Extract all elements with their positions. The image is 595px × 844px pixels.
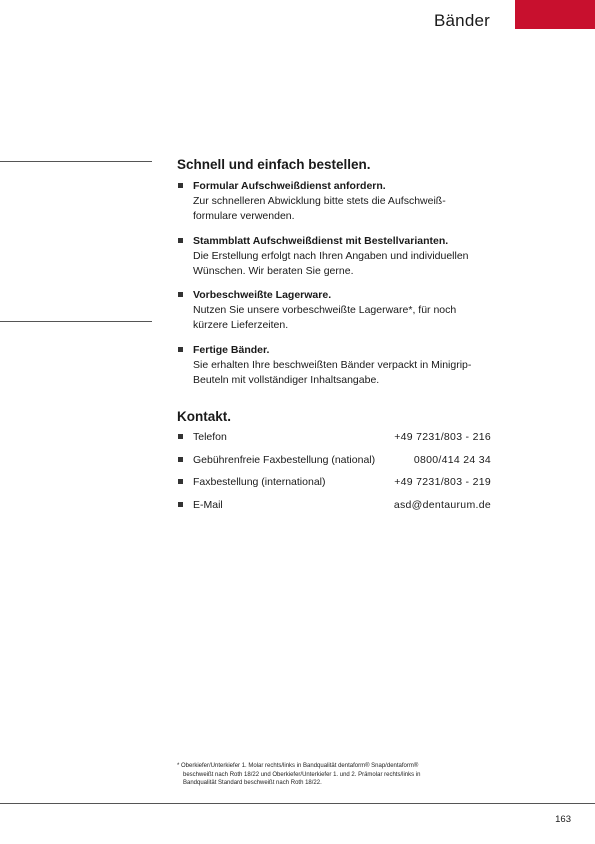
contact-row xyxy=(178,430,491,453)
margin-rule-middle xyxy=(0,321,152,322)
list-item xyxy=(178,234,498,279)
contact-value: 0800/414 24 34 xyxy=(413,453,491,466)
margin-rule-top xyxy=(0,161,152,162)
item-text: formulare verwenden. xyxy=(193,210,295,222)
contact-row xyxy=(178,453,491,476)
bullet-square-icon xyxy=(178,347,183,352)
item-text: Wünschen. Wir beraten Sie gerne. xyxy=(193,264,354,277)
contact-row xyxy=(178,498,491,521)
bullet-square-icon xyxy=(178,479,183,484)
item-title: Stammblatt Aufschweißdienst mit Bestellvarianten. xyxy=(193,234,449,247)
contact-label: Faxbestellung (international) xyxy=(193,476,326,489)
list-item xyxy=(178,179,498,224)
email-link[interactable]: asd@dentaurum.de xyxy=(393,499,491,512)
item-text: Zur schnelleren Abwicklung bitte stets die Aufschweiß- xyxy=(193,195,446,207)
footnote xyxy=(177,762,477,788)
page-title: Bänder xyxy=(433,11,490,30)
contact-value: +49 7231/803 - 216 xyxy=(394,431,491,443)
item-text: Die Erstellung erfolgt nach Ihren Angaben und individuellen xyxy=(193,249,469,262)
footnote-line: * Oberkiefer/Unterkiefer 1. Molar rechts/links in Bandqualität dentaform® Snap/dentaform® xyxy=(177,763,419,769)
contact-value: +49 7231/803 - 219 xyxy=(394,476,491,489)
list-item xyxy=(178,288,498,333)
order-heading: Schnell und einfach bestellen. xyxy=(177,157,371,172)
footer-rule xyxy=(0,803,595,804)
contact-row xyxy=(178,475,491,498)
contact-label: E-Mail xyxy=(193,499,223,512)
contact-label: Gebührenfreie Faxbestellung (national) xyxy=(193,453,376,466)
contact-list xyxy=(178,430,491,521)
list-item xyxy=(178,343,498,388)
item-text: Beuteln mit vollständiger Inhaltsangabe. xyxy=(193,373,380,386)
item-title: Fertige Bänder. xyxy=(193,343,270,356)
bullet-square-icon xyxy=(178,292,183,297)
contact-label: Telefon xyxy=(193,431,227,443)
bullet-square-icon xyxy=(178,183,183,188)
page-number: 163 xyxy=(555,814,571,825)
footnote-line: beschweißt nach Roth 18/22 und Oberkiefer/Unterkiefer 1. und 2. Prämolar rechts/links in xyxy=(183,771,421,778)
item-title: Vorbeschweißte Lagerware. xyxy=(193,289,332,301)
item-text: Sie erhalten Ihre beschweißten Bänder verpackt in Minigrip- xyxy=(193,358,472,371)
bullet-square-icon xyxy=(178,434,183,439)
item-text: kürzere Lieferzeiten. xyxy=(193,319,289,331)
bullet-square-icon xyxy=(178,238,183,243)
item-title: Formular Aufschweißdienst anfordern. xyxy=(193,180,386,192)
header-accent-tab xyxy=(515,0,595,29)
footnote-line: Bandqualität Standard beschweißt nach Roth 18/22. xyxy=(183,780,322,786)
item-text: Nutzen Sie unsere vorbeschweißte Lagerware*, für noch xyxy=(193,304,457,316)
bullet-square-icon xyxy=(178,502,183,507)
bullet-square-icon xyxy=(178,457,183,462)
order-list xyxy=(178,179,498,397)
contact-heading: Kontakt. xyxy=(177,409,231,424)
